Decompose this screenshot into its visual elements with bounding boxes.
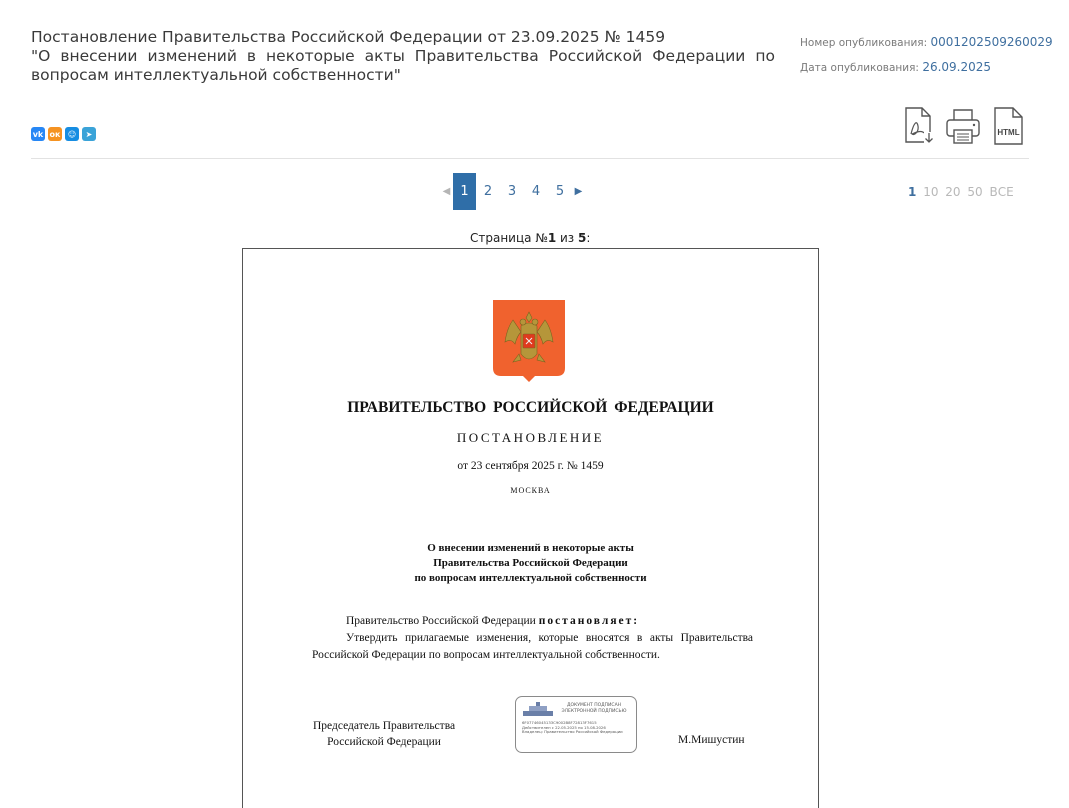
prev-page-icon[interactable]: ◀ xyxy=(442,186,451,197)
e-signature-stamp xyxy=(515,696,637,753)
vk-icon[interactable]: vk xyxy=(31,127,45,141)
gov-heading: ПРАВИТЕЛЬСТВО РОССИЙСКОЙ ФЕДЕРАЦИИ xyxy=(347,399,714,416)
page-link[interactable]: 1 xyxy=(453,173,476,210)
page-indicator-mid: из xyxy=(556,231,578,245)
stamp-heading-line: ЭЛЕКТРОННОЙ ПОДПИСЬЮ xyxy=(561,708,627,714)
coat-of-arms-icon xyxy=(491,298,567,382)
page-indicator xyxy=(470,231,590,245)
doc-date: от 23 сентября 2025 г. № 1459 xyxy=(457,460,604,472)
page-indicator-current: 1 xyxy=(547,231,557,245)
title-line-2: "О внесении изменений в некоторые акты Правительства Российской Федерации по вопросам интеллектуальной собственности" xyxy=(31,47,775,84)
doc-paragraph-2: Утвердить прилагаемые изменения, которые вносятся в акты Правительства Российской Федерации по вопросам интеллектуальной собственности. xyxy=(312,632,753,661)
title-line-1: Постановление Правительства Российской Федерации от 23.09.2025 № 1459 xyxy=(31,28,666,46)
doc-subject-line: Правительства Российской Федерации xyxy=(433,557,628,569)
odnoklassniki-icon[interactable]: ок xyxy=(48,127,62,141)
html-label: HTML xyxy=(997,128,1020,137)
stamp-owner: Владелец: Правительство Российской Федерации xyxy=(522,729,623,735)
per-page-option[interactable]: 10 xyxy=(923,185,939,199)
pdf-download-button[interactable] xyxy=(902,106,936,146)
page-indicator-prefix: Страница № xyxy=(470,231,548,245)
html-download-button[interactable] xyxy=(992,106,1026,146)
page-link[interactable]: 2 xyxy=(483,184,493,199)
per-page-option[interactable]: 50 xyxy=(967,185,983,199)
stamp-details xyxy=(522,721,632,735)
per-page-option[interactable]: 20 xyxy=(945,185,961,199)
doc-city: МОСКВА xyxy=(510,486,551,495)
pub-date: 26.09.2025 xyxy=(922,60,992,74)
doc-subject-line: по вопросам интеллектуальной собственности xyxy=(414,572,647,584)
page-link[interactable]: 4 xyxy=(531,184,541,199)
divider xyxy=(31,158,1029,159)
page-indicator-suffix: : xyxy=(586,231,591,245)
pdf-download-icon xyxy=(902,106,936,146)
html-file-icon xyxy=(992,106,1026,146)
signatory-name: М.Мишустин xyxy=(678,734,745,746)
next-page-icon[interactable]: ▶ xyxy=(574,186,583,197)
pub-number: 0001202509260029 xyxy=(930,35,1053,49)
signatory-line: Председатель Правительства xyxy=(313,720,456,732)
pub-date-label: Дата опубликования: xyxy=(800,62,919,74)
doc-p1-bold: постановляет: xyxy=(538,615,640,627)
page-link[interactable]: 3 xyxy=(507,184,517,199)
signatory-line: Российской Федерации xyxy=(327,736,441,748)
stamp-building-icon xyxy=(523,702,553,716)
publication-info xyxy=(800,30,1053,80)
telegram-icon[interactable]: ➤ xyxy=(82,127,96,141)
pub-number-label: Номер опубликования: xyxy=(800,37,928,49)
mailru-icon[interactable]: ☺ xyxy=(65,127,79,141)
doc-subject xyxy=(243,541,818,586)
doc-p1-text: Правительство Российской Федерации xyxy=(346,615,539,627)
page-link[interactable]: 5 xyxy=(555,184,565,199)
stamp-validity: Действителен с 22.05.2025 по 15.08.2026 xyxy=(522,724,606,730)
document-page xyxy=(242,248,819,808)
stamp-serial: 6F07746045133C9002B8F72813F7615 xyxy=(522,720,597,725)
print-button[interactable] xyxy=(944,106,982,146)
document-title xyxy=(31,28,775,85)
pagination xyxy=(440,173,585,210)
social-share xyxy=(31,127,96,141)
per-page-option[interactable]: ВСЕ xyxy=(989,185,1014,199)
per-page-selector xyxy=(908,185,1014,199)
stamp-heading xyxy=(554,703,634,714)
doc-paragraph-1 xyxy=(312,613,753,630)
page-indicator-total: 5 xyxy=(577,231,587,245)
doc-type: ПОСТАНОВЛЕНИЕ xyxy=(456,430,605,445)
stamp-heading-line: ДОКУМЕНТ ПОДПИСАН xyxy=(566,703,622,708)
printer-icon xyxy=(944,106,982,146)
per-page-option[interactable]: 1 xyxy=(908,185,917,199)
signatory-title xyxy=(313,718,455,750)
doc-subject-line: О внесении изменений в некоторые акты xyxy=(427,542,634,554)
